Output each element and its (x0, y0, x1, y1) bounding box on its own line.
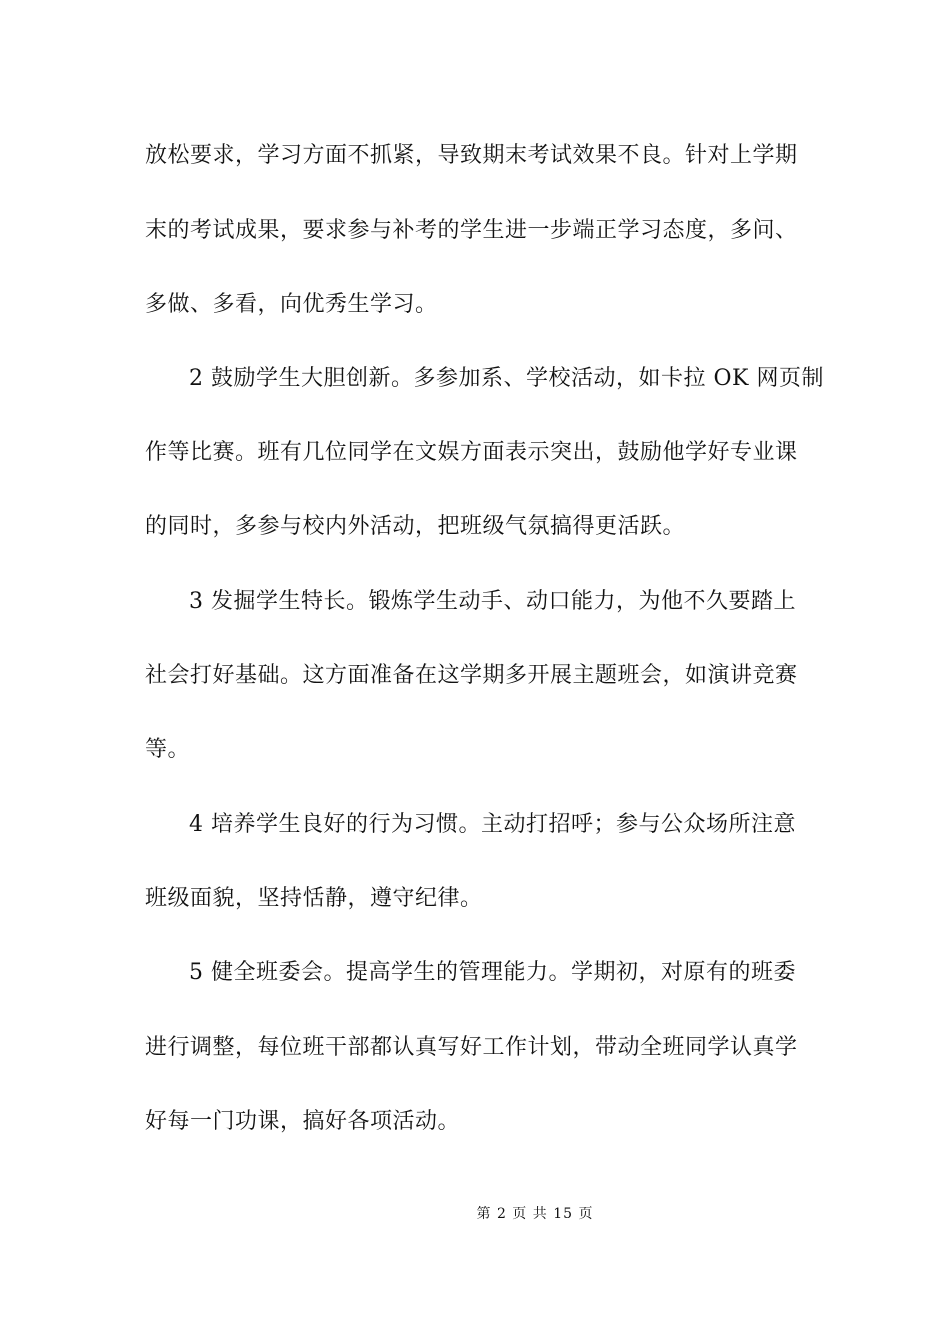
paragraph-4-line-1: 4 培养学生良好的行为习惯。主动打招呼；参与公众场所注意 (189, 812, 796, 837)
paragraph-3-line-1: 3 发掘学生特长。锻炼学生动手、动口能力，为他不久要踏上 (189, 589, 796, 614)
paragraph-4-line-2: 班级面貌，坚持恬静，遵守纪律。 (145, 886, 483, 911)
paragraph-1-line-1: 放松要求，学习方面不抓紧，导致期末考试效果不良。针对上学期 (145, 143, 798, 168)
paragraph-1-line-2: 末的考试成果，要求参与补考的学生进一步端正学习态度，多问、 (145, 218, 798, 243)
paragraph-5-line-1: 5 健全班委会。提高学生的管理能力。学期初，对原有的班委 (189, 960, 796, 985)
paragraph-2-line-2: 作等比赛。班有几位同学在文娱方面表示突出，鼓励他学好专业课 (145, 440, 798, 465)
page-number-footer: 第 2 页 共 15 页 (476, 1206, 594, 1222)
paragraph-3-line-2: 社会打好基础。这方面准备在这学期多开展主题班会，如演讲竞赛 (145, 663, 798, 688)
paragraph-3-line-3: 等。 (145, 737, 191, 762)
paragraph-1-line-3: 多做、多看，向优秀生学习。 (145, 292, 438, 317)
paragraph-5-line-3: 好每一门功课，搞好各项活动。 (145, 1109, 461, 1134)
paragraph-5-line-2: 进行调整，每位班干部都认真写好工作计划，带动全班同学认真学 (145, 1035, 798, 1060)
paragraph-2-line-1: 2 鼓励学生大胆创新。多参加系、学校活动，如卡拉 OK 网页制 (189, 366, 824, 391)
paragraph-2-line-3: 的同时，多参与校内外活动，把班级气氛搞得更活跃。 (145, 514, 686, 539)
